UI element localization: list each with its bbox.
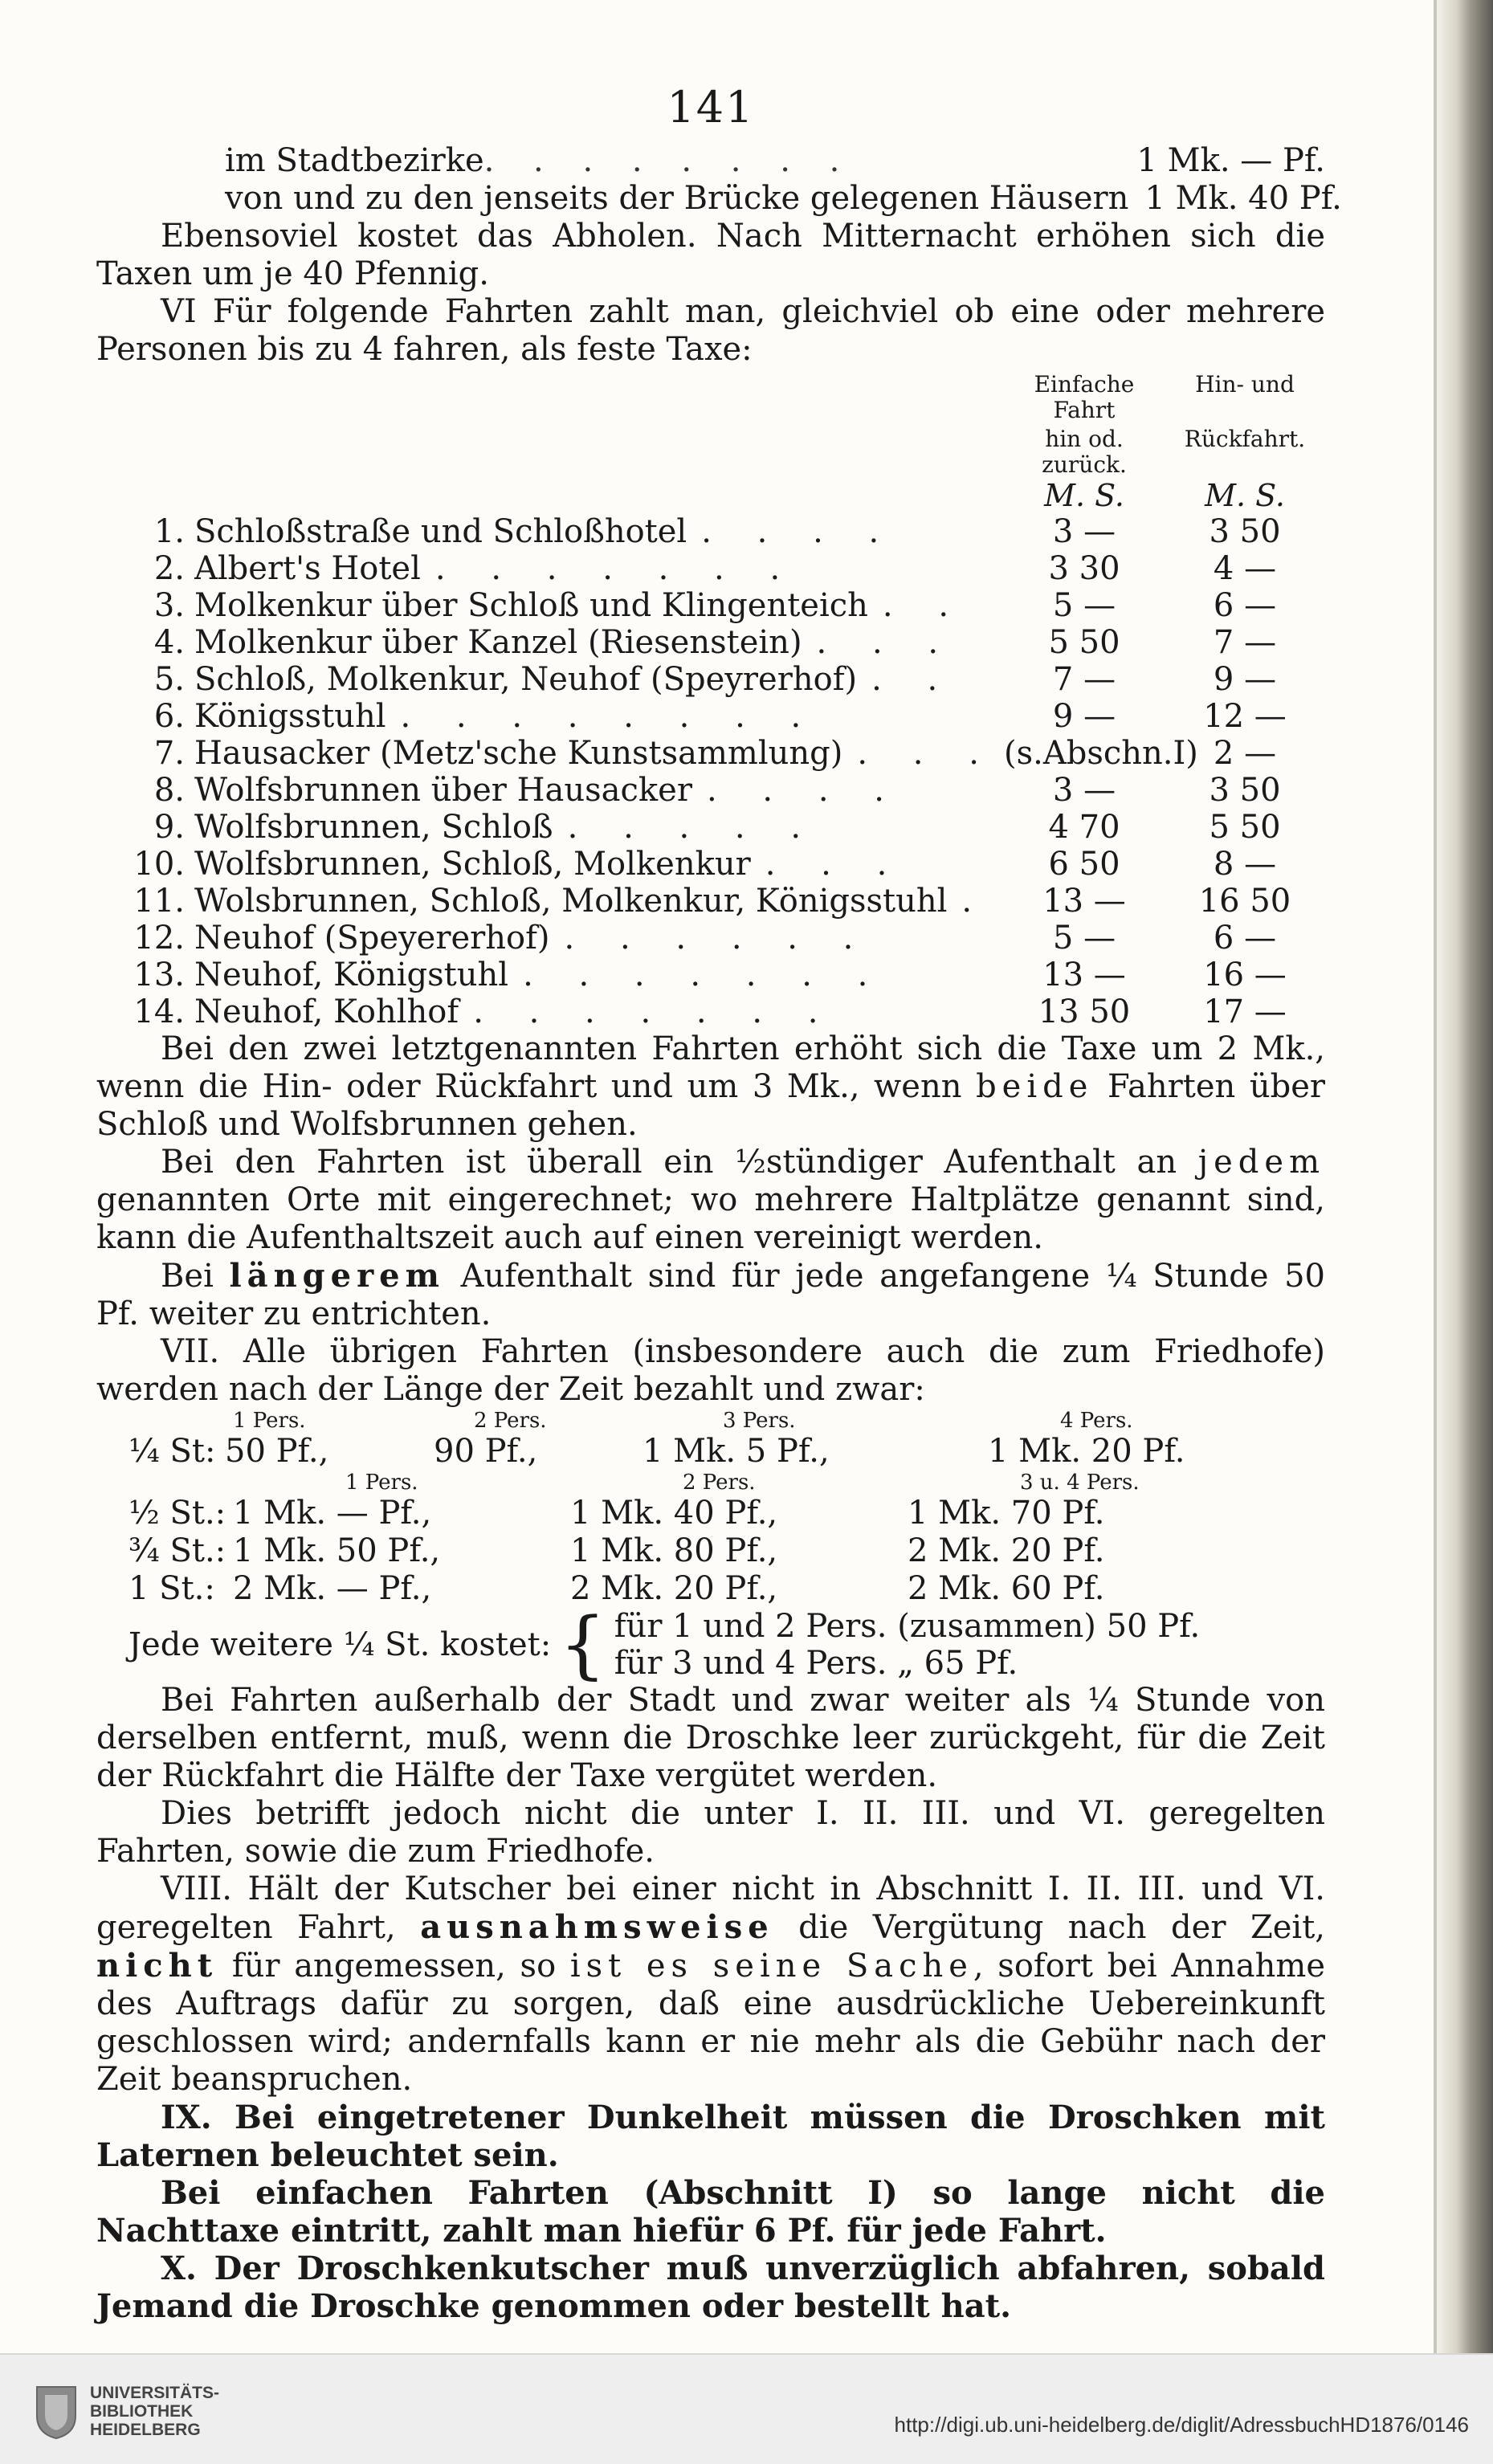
fare2-persons: 1 Pers. 2 Pers. 3 u. 4 Pers. [345, 1471, 1140, 1495]
destination: Albert's Hotel [194, 550, 421, 587]
table-row [96, 661, 1325, 698]
return-fare: 8 — [1213, 846, 1277, 883]
destination: Molkenkur über Kanzel (Riesenstein) [194, 624, 802, 661]
leader-dots: . . . . . . . [523, 957, 886, 993]
fare2-table [96, 1495, 1325, 1608]
return-fare: 3 50 [1209, 513, 1281, 550]
single-fare: 3 — [1052, 772, 1116, 809]
extra-quarter-fare: Jede weitere ¼ St. kostet: { für 1 und 2 Pers. (zusammen) 50 Pf. für 3 und 4 Pers. „ 65 Pf. [128, 1601, 1201, 1687]
university-seal-icon [34, 2384, 79, 2440]
return-fare: 16 50 [1198, 883, 1291, 920]
fare1-row: ¼ St: 50 Pf., 90 Pf., 1 Mk. 5 Pf., 1 Mk. 20 Pf. [128, 1433, 1185, 1470]
leader-dots: . . . [816, 624, 957, 661]
single-fare: 5 — [1052, 920, 1116, 957]
table-row [96, 624, 1325, 661]
paragraph-longer-stay: Bei längerem Aufenthalt sind für jede angefangene ¼ Stunde 50 Pf. weiter zu entrichten. [96, 1257, 1326, 1332]
single-fare: 13 50 [1038, 993, 1131, 1030]
row-number: 8. [153, 772, 185, 809]
table-row [96, 550, 1325, 587]
fare-row-bridge: von und zu den jenseits der Brücke gelegenen Häusern 1 Mk. 40 Pf. [225, 180, 1342, 217]
table-row [96, 993, 1325, 1030]
return-fare: 7 — [1213, 624, 1277, 661]
table-row [96, 772, 1325, 809]
single-fare: 3 — [1052, 513, 1116, 550]
row-number: 3. [153, 587, 185, 624]
row-number: 14. [133, 993, 185, 1030]
leader-dots: . . . [857, 735, 997, 772]
return-fare: 16 — [1203, 957, 1287, 993]
row-number: 9. [153, 809, 185, 846]
leader-dots: . [961, 883, 990, 920]
paragraph-surcharge: Bei den zwei letztgenannten Fahrten erhöht sich die Taxe um 2 Mk., wenn die Hin- oder Rückfahrt und um 3 Mk., wenn beide Fahrten über Schloß und Wolfsbrunnen gehen. [96, 1030, 1325, 1143]
single-fare: 13 — [1042, 957, 1126, 993]
row-number: 7. [153, 735, 185, 772]
return-fare: 9 — [1213, 661, 1277, 698]
table-row [96, 920, 1325, 957]
fare-table [96, 513, 1325, 1030]
leader-dots: . . . . . [567, 809, 819, 846]
paragraph-stopover: Bei den Fahrten ist überall ein ½stündiger Aufenthalt an jedem genannten Orte mit eingerechnet; wo mehrere Haltplätze genannt sind, kann die Aufenthaltszeit auch auf einen vereinigt werden. [96, 1144, 1325, 1256]
viewer-footer [0, 2353, 1493, 2464]
destination: Neuhof, Kohlhof [194, 993, 459, 1030]
table-row [96, 957, 1325, 993]
paragraph-section-x: X. Der Droschkenkutscher muß unverzüglich abfahren, sobald Jemand die Droschke genommen oder bestellt hat. [96, 2250, 1325, 2325]
row-number: 13. [133, 957, 185, 993]
brace-glyph: { [559, 1601, 606, 1687]
paragraph-section-viii: VIII. Hält der Kutscher bei einer nicht in Abschnitt I. II. III. und VI. geregelten Fahrt, ausnahmsweise die Vergütung nach der Zeit, nicht für angemessen, so ist es seine Sache, sofort bei Annahme des Auftrags dafür zu sorgen, daß eine ausdrückliche Uebereinkunft geschlossen wird; andernfalls kann er nie mehr als die Gebühr nach der Zeit beanspruchen. [96, 1870, 1325, 2098]
leader-dots: . . . . . . . . [400, 698, 819, 735]
row-number: 6. [153, 698, 185, 735]
time-fare-row: 1 St.: 2 Mk. — Pf., 2 Mk. 20 Pf., 2 Mk. 60 Pf. [128, 1570, 1105, 1607]
paragraph-section-vi: VI Für folgende Fahrten zahlt man, gleichviel ob eine oder mehrere Personen bis zu 4 fahren, als feste Taxe: [96, 293, 1325, 368]
leader-dots: . . [871, 661, 956, 698]
table-row [96, 698, 1325, 735]
page-number: 141 [667, 82, 755, 133]
row-number: 4. [153, 624, 185, 661]
paragraph-section-ix: IX. Bei eingetretener Dunkelheit müssen die Droschken mit Laternen beleuchtet sein. [96, 2099, 1325, 2174]
destination: Wolfsbrunnen über Hausacker [194, 772, 692, 809]
single-fare: 6 50 [1048, 846, 1120, 883]
single-fare: 5 50 [1048, 624, 1120, 661]
page-edge-shadow [1437, 0, 1493, 2353]
single-fare: 4 70 [1048, 809, 1120, 846]
return-fare: 2 — [1213, 735, 1277, 772]
time-fare-row: ½ St.: 1 Mk. — Pf., 1 Mk. 40 Pf., 1 Mk. 70 Pf. [128, 1495, 1105, 1532]
single-fare: 5 — [1052, 587, 1116, 624]
return-fare: 4 — [1213, 550, 1277, 587]
time-fare-row: ¾ St.: 1 Mk. 50 Pf., 1 Mk. 80 Pf., 2 Mk. 20 Pf. [128, 1532, 1105, 1569]
row-number: 12. [133, 920, 185, 957]
leader-dots: . . . . [706, 772, 902, 809]
fare1-persons: 1 Pers. 2 Pers. 3 Pers. 4 Pers. [233, 1409, 1133, 1433]
single-fare: 7 — [1052, 661, 1116, 698]
leader-dots: . . [882, 587, 967, 624]
row-number: 10. [133, 846, 185, 883]
leader-dots: . . . [765, 846, 905, 883]
paragraph-exception: Dies betrifft jedoch nicht die unter I. II. III. und VI. geregelten Fahrten, sowie die zum Friedhofe. [96, 1795, 1325, 1870]
return-fare: 3 50 [1209, 772, 1281, 809]
destination: Wolfsbrunnen, Schloß, Molkenkur [194, 846, 751, 883]
destination: Hausacker (Metz'sche Kunstsammlung) [194, 735, 843, 772]
return-fare: 17 — [1203, 993, 1287, 1030]
leader-dots: . . . . [701, 513, 897, 550]
fare-row-city: im Stadtbezirke . . . . . . . . 1 Mk. — Pf. [225, 142, 1325, 179]
single-fare: (s.Abschn.I) [1004, 735, 1198, 772]
paragraph-section-vii: VII. Alle übrigen Fahrten (insbesondere auch die zum Friedhofe) werden nach der Länge der Zeit bezahlt und zwar: [96, 1333, 1325, 1408]
destination: Molkenkur über Schloß und Klingenteich [194, 587, 868, 624]
table-header-line1: Einfache Fahrt Hin- und [1034, 371, 1295, 423]
page-content [96, 80, 1342, 2325]
row-number: 11. [133, 883, 185, 920]
row-number: 5. [153, 661, 185, 698]
table-row [96, 587, 1325, 624]
row-number: 1. [153, 513, 185, 550]
paragraph-simple-fares: Bei einfachen Fahrten (Abschnitt I) so lange nicht die Nachttaxe eintritt, zahlt man hiefür 6 Pf. für jede Fahrt. [96, 2174, 1325, 2250]
destination: Neuhof (Speyererhof) [194, 920, 550, 957]
return-fare: 12 — [1203, 698, 1287, 735]
destination: Königsstuhl [194, 698, 386, 735]
destination: Neuhof, Königstuhl [194, 957, 509, 993]
table-row [96, 735, 1325, 772]
paragraph-abholen: Ebensoviel kostet das Abholen. Nach Mitternacht erhöhen sich die Taxen um je 40 Pfennig. [96, 218, 1325, 292]
table-header-line2: hin od. zurück. Rückfahrt. [1042, 426, 1306, 478]
single-fare: 13 — [1042, 883, 1126, 920]
source-url[interactable]: http://digi.ub.uni-heidelberg.de/diglit/AdressbuchHD1876/0146 [894, 2413, 1469, 2437]
table-row [96, 846, 1325, 883]
table-row [96, 809, 1325, 846]
leader-dots: . . . . . . . [473, 993, 836, 1030]
return-fare: 5 50 [1209, 809, 1281, 846]
leader-dots: . . . . . . . [434, 550, 798, 587]
row-number: 2. [153, 550, 185, 587]
paragraph-outside-city: Bei Fahrten außerhalb der Stadt und zwar weiter als ¼ Stunde von derselben entfernt, muß, wenn die Droschke leer zurückgeht, für die Zeit der Rückfahrt die Hälfte der Taxe vergütet werden. [96, 1682, 1325, 1794]
destination: Wolfsbrunnen, Schloß [194, 809, 553, 846]
table-units: M. S. M. S. [1044, 478, 1285, 513]
destination: Wolsbrunnen, Schloß, Molkenkur, Königsstuhl [194, 883, 948, 920]
library-name: UNIVERSITÄTS- BIBLIOTHEK HEIDELBERG [90, 2384, 220, 2439]
destination: Schloßstraße und Schloßhotel [194, 513, 687, 550]
leader-dots: . . . . . . [564, 920, 871, 957]
single-fare: 3 30 [1048, 550, 1120, 587]
table-row [96, 513, 1325, 550]
destination: Schloß, Molkenkur, Neuhof (Speyrerhof) [194, 661, 858, 698]
table-row [96, 883, 1325, 920]
return-fare: 6 — [1213, 587, 1277, 624]
single-fare: 9 — [1052, 698, 1116, 735]
return-fare: 6 — [1213, 920, 1277, 957]
